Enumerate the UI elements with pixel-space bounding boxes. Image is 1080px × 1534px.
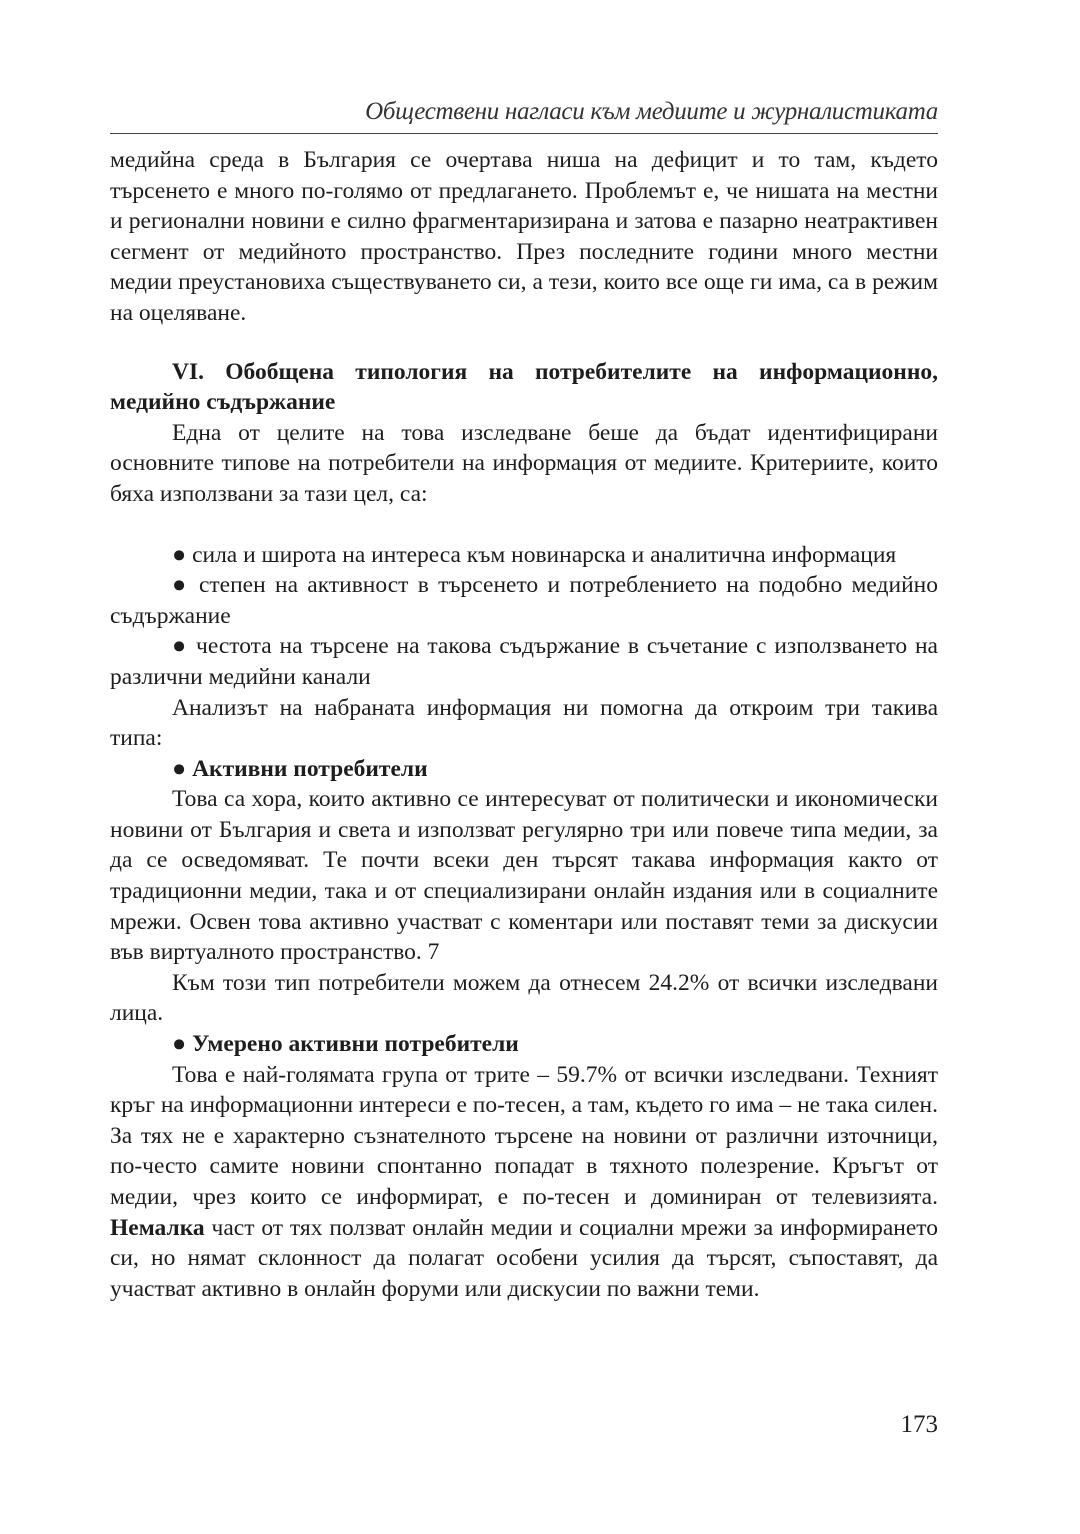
type-moderate-description: [110, 1060, 938, 1305]
type-moderate-bold-word: Немалка: [110, 1214, 205, 1241]
type-moderate-text-b: част от тях ползват онлайн медии и социални мрежи за информирането си, но нямат склонност да полагат особени усилия да търсят, съпоставят, да участват активно в онлайн форуми или дискусии по важни теми.: [110, 1214, 938, 1302]
section-heading: VI. Обобщена типология на потребителите на информационно, медийно съдържание: [110, 358, 938, 416]
running-head-title: Обществени нагласи към медиите и журналистиката: [365, 98, 938, 125]
type-active-share: Към този тип потребители можем да отнесем 24.2% от всички изследвани лица.: [110, 969, 938, 1027]
type-active-title: ● Активни потребители: [172, 755, 428, 782]
criteria-item: ● степен на активност в търсенето и потреблението на подобно медийно съдържание: [110, 572, 938, 629]
page-number: 173: [900, 1411, 938, 1438]
page-body: [110, 145, 938, 1304]
type-moderate-text-a: Това е най-голямата група от трите – 59.7% от всички изследвани. Техният кръг на информационни интереси е по-тесен, а там, където го има – не така силен. За тях не е характерно съзнателното търсене на новини от различни източници, по-често самите новини спонтанно попадат в тяхното полезрение. Кръгът от медии, чрез които се информират, е по-тесен и доминиран от телевизията.: [110, 1061, 938, 1210]
type-moderate-title: ● Умерено активни потребители: [172, 1031, 519, 1058]
paragraph-analysis: Анализът на набраната информация ни помогна да откроим три такива типа:: [110, 694, 938, 752]
spacer: [110, 510, 938, 540]
criteria-item: ● сила и широта на интереса към новинарска и аналитична информация: [172, 541, 897, 568]
paragraph-goal: Една от целите на това изследване беше да бъдат идентифицирани основните типове на потребители на информация от медиите. Критериите, които бяха използвани за тази цел, са:: [110, 419, 938, 507]
type-active-description: Това са хора, които активно се интересуват от политически и икономически новини от България и света и използват регулярно три или повече типа медии, за да се осведомяват. Те почти всеки ден търсят такава информация както от традиционни медии, така и от специализирани онлайн издания или в социалните мрежи. Освен това активно участват с коментари или поставят теми за дискусии във виртуалното пространство. 7: [110, 786, 938, 966]
criteria-item: ● честота на търсене на такова съдържание в съчетание с използването на различни медийни канали: [110, 633, 938, 690]
header-rule: [110, 133, 938, 134]
paragraph-intro: медийна среда в България се очертава ниша на дефицит и то там, където търсенето е много по-голямо от предлагането. Проблемът е, че нишата на местни и регионални новини е силно фрагментаризирана и затова е пазарно неатрактивен сегмент от медийното пространство. През последните години много местни медии преустановиха съществуването си, а тези, които все още ги има, са в режим на оцеляване.: [110, 147, 938, 326]
